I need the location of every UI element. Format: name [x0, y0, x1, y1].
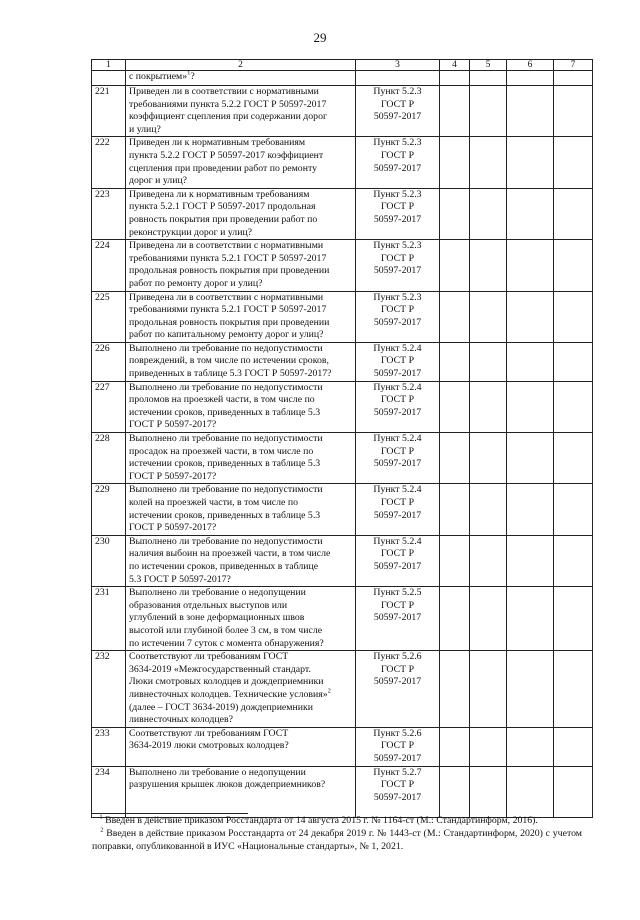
number-cell: 223 — [92, 188, 126, 239]
answer-cell — [440, 137, 470, 188]
reference-cell: Пункт 5.2.4 ГОСТ Р 50597-2017 — [356, 342, 440, 381]
table-row — [92, 188, 593, 239]
number-cell: 231 — [92, 587, 126, 651]
question-cell: Приведен ли к нормативным требованиям пункта 5.2.2 ГОСТ Р 50597-2017 коэффициент сцепления при проведении работ по ремонту дорог и улиц? — [126, 137, 356, 188]
question-cell: Выполнено ли требование по недопустимости колей на проезжей части, в том числе по истечении сроков, приведенных в таблице 5.3 ГОСТ Р 50597-2017? — [126, 484, 356, 535]
question-cell: Выполнено ли требование о недопущении образования отдельных выступов или углублений в зоне деформационных швов высотой или глубиной более 3 см, в том числе по истечении 7 суток с момента обнаружения? — [126, 587, 356, 651]
reference-cell: Пункт 5.2.3 ГОСТ Р 50597-2017 — [356, 188, 440, 239]
answer-cell — [470, 766, 507, 817]
answer-cell — [554, 651, 593, 728]
footnote-separator — [92, 813, 248, 814]
question-cell: Выполнено ли требование по недопустимости проломов на проезжей части, в том числе по истечении сроков, приведенных в таблице 5.3 ГОСТ Р 50597-2017? — [126, 381, 356, 432]
header-cell: 2 — [126, 60, 356, 71]
answer-cell — [470, 651, 507, 728]
table-row — [92, 727, 593, 766]
question-cell: Выполнено ли требование по недопустимости наличия выбоин на проезжей части, в том числе по истечении сроков, приведенных в таблице 5.3 ГОСТ Р 50597-2017? — [126, 535, 356, 586]
number-cell: 224 — [92, 240, 126, 291]
header-cell: 5 — [470, 60, 507, 71]
answer-cell — [554, 587, 593, 651]
table-row — [92, 342, 593, 381]
reference-cell — [356, 71, 440, 86]
answer-cell — [440, 433, 470, 484]
question-cell: Выполнено ли требование о недопущении разрушения крышек люков дождеприемников? — [126, 766, 356, 817]
answer-cell — [440, 381, 470, 432]
answer-cell — [507, 651, 554, 728]
answer-cell — [507, 86, 554, 137]
answer-cell — [470, 188, 507, 239]
answer-cell — [440, 727, 470, 766]
reference-cell: Пункт 5.2.6 ГОСТ Р 50597-2017 — [356, 651, 440, 728]
answer-cell — [554, 71, 593, 86]
answer-cell — [554, 240, 593, 291]
answer-cell — [554, 535, 593, 586]
question-cell: с покрытием»$^1$? — [126, 71, 356, 86]
answer-cell — [440, 587, 470, 651]
footnote-mark: 2 — [327, 687, 331, 695]
table-row — [92, 766, 593, 817]
number-cell: 229 — [92, 484, 126, 535]
table-row — [92, 381, 593, 432]
number-cell: 234 — [92, 766, 126, 817]
answer-cell — [440, 766, 470, 817]
answer-cell — [554, 86, 593, 137]
answer-cell — [507, 433, 554, 484]
answer-cell — [507, 342, 554, 381]
header-cell: 7 — [554, 60, 593, 71]
answer-cell — [470, 381, 507, 432]
answer-cell — [440, 291, 470, 342]
number-cell: 221 — [92, 86, 126, 137]
answer-cell — [554, 137, 593, 188]
question-cell: Выполнено ли требование по недопустимости просадок на проезжей части, в том числе по истечении сроков, приведенных в таблице 5.3 ГОСТ Р 50597-2017? — [126, 433, 356, 484]
page-number: 29 — [313, 30, 327, 45]
table-row — [92, 587, 593, 651]
answer-cell — [470, 727, 507, 766]
number-cell — [92, 71, 126, 86]
footnote-1: $^1$ Введен в действие приказом Росстандарта от 14 августа 2015 г. № 1164-ст (М.: Стандартинформ, 2016). — [99, 813, 538, 826]
answer-cell — [440, 651, 470, 728]
answer-cell — [440, 342, 470, 381]
answer-cell — [554, 433, 593, 484]
answer-cell — [507, 727, 554, 766]
answer-cell — [554, 766, 593, 817]
reference-cell: Пункт 5.2.3 ГОСТ Р 50597-2017 — [356, 240, 440, 291]
answer-cell — [470, 137, 507, 188]
footnotes — [92, 815, 582, 853]
answer-cell — [507, 535, 554, 586]
answer-cell — [440, 86, 470, 137]
table-row — [92, 484, 593, 535]
answer-cell — [440, 71, 470, 86]
checklist-table — [91, 59, 593, 818]
reference-cell: Пункт 5.2.7 ГОСТ Р 50597-2017 — [356, 766, 440, 817]
reference-cell: Пункт 5.2.5 ГОСТ Р 50597-2017 — [356, 587, 440, 651]
reference-cell: Пункт 5.2.4 ГОСТ Р 50597-2017 — [356, 433, 440, 484]
answer-cell — [470, 86, 507, 137]
reference-cell: Пункт 5.2.6 ГОСТ Р 50597-2017 — [356, 727, 440, 766]
header-cell: 1 — [92, 60, 126, 71]
question-cell: Приведена ли в соответствии с нормативными требованиями пункта 5.2.1 ГОСТ Р 50597-2017 продольная ровность покрытия при проведении работ по ремонту дорог и улиц? — [126, 240, 356, 291]
answer-cell — [554, 342, 593, 381]
number-cell: 228 — [92, 433, 126, 484]
answer-cell — [507, 188, 554, 239]
question-cell: Соответствуют ли требованиям ГОСТ 3634-2019 люки смотровых колодцев? — [126, 727, 356, 766]
number-cell: 222 — [92, 137, 126, 188]
number-cell: 227 — [92, 381, 126, 432]
answer-cell — [507, 291, 554, 342]
answer-cell — [507, 766, 554, 817]
question-cell: Приведена ли в соответствии с нормативными требованиями пункта 5.2.1 ГОСТ Р 50597-2017 продольная ровность покрытия при проведении работ по капитальному ремонту дорог и улиц? — [126, 291, 356, 342]
table-row — [92, 86, 593, 137]
answer-cell — [470, 240, 507, 291]
reference-cell: Пункт 5.2.3 ГОСТ Р 50597-2017 — [356, 291, 440, 342]
number-cell: 226 — [92, 342, 126, 381]
table-row — [92, 240, 593, 291]
footnote-mark: 1 — [187, 69, 191, 77]
answer-cell — [440, 484, 470, 535]
answer-cell — [470, 342, 507, 381]
reference-cell: Пункт 5.2.3 ГОСТ Р 50597-2017 — [356, 137, 440, 188]
question-cell: Соответствуют ли требованиям ГОСТ 3634-2019 «Межгосударственный стандарт. Люки смотровых колодцев и дождеприемники ливнесточных колодцев. Технические условия»$^2$ (далее – ГОСТ 3634-2019) дождеприемники ливнесточных колодцев? — [126, 651, 356, 728]
answer-cell — [554, 727, 593, 766]
answer-cell — [554, 188, 593, 239]
answer-cell — [470, 587, 507, 651]
continuation-row — [92, 71, 593, 86]
header-row — [92, 60, 593, 71]
answer-cell — [470, 433, 507, 484]
header-cell: 4 — [440, 60, 470, 71]
answer-cell — [470, 291, 507, 342]
table-row — [92, 291, 593, 342]
reference-cell: Пункт 5.2.4 ГОСТ Р 50597-2017 — [356, 381, 440, 432]
number-cell: 230 — [92, 535, 126, 586]
answer-cell — [507, 587, 554, 651]
answer-cell — [554, 484, 593, 535]
question-cell: Приведен ли в соответствии с нормативными требованиями пункта 5.2.2 ГОСТ Р 50597-2017 коэффициент сцепления при содержании дорог и улиц? — [126, 86, 356, 137]
question-cell: Приведена ли к нормативным требованиям пункта 5.2.1 ГОСТ Р 50597-2017 продольная ровность покрытия при проведении работ по реконструкции дорог и улиц? — [126, 188, 356, 239]
table-row — [92, 433, 593, 484]
answer-cell — [440, 188, 470, 239]
number-cell: 233 — [92, 727, 126, 766]
answer-cell — [507, 240, 554, 291]
header-cell: 3 — [356, 60, 440, 71]
answer-cell — [440, 240, 470, 291]
answer-cell — [470, 484, 507, 535]
table-row — [92, 535, 593, 586]
number-cell: 232 — [92, 651, 126, 728]
reference-cell: Пункт 5.2.3 ГОСТ Р 50597-2017 — [356, 86, 440, 137]
reference-cell: Пункт 5.2.4 ГОСТ Р 50597-2017 — [356, 535, 440, 586]
answer-cell — [507, 137, 554, 188]
answer-cell — [470, 71, 507, 86]
answer-cell — [554, 381, 593, 432]
table-row — [92, 137, 593, 188]
table-row — [92, 651, 593, 728]
answer-cell — [440, 535, 470, 586]
number-cell: 225 — [92, 291, 126, 342]
question-cell: Выполнено ли требование по недопустимости повреждений, в том числе по истечении сроков, приведенных в таблице 5.3 ГОСТ Р 50597-2017? — [126, 342, 356, 381]
footnote-2: $^2$ Введен в действие приказом Росстандарта от 24 декабря 2019 г. № 1443-ст (М.: Стандартинформ, 2020) с учетом поправки, опубликованной в ИУС «Национальные стандарты», № 1, 2021. — [92, 826, 583, 852]
answer-cell — [507, 381, 554, 432]
answer-cell — [507, 484, 554, 535]
answer-cell — [554, 291, 593, 342]
reference-cell: Пункт 5.2.4 ГОСТ Р 50597-2017 — [356, 484, 440, 535]
answer-cell — [470, 535, 507, 586]
header-cell: 6 — [507, 60, 554, 71]
answer-cell — [507, 71, 554, 86]
